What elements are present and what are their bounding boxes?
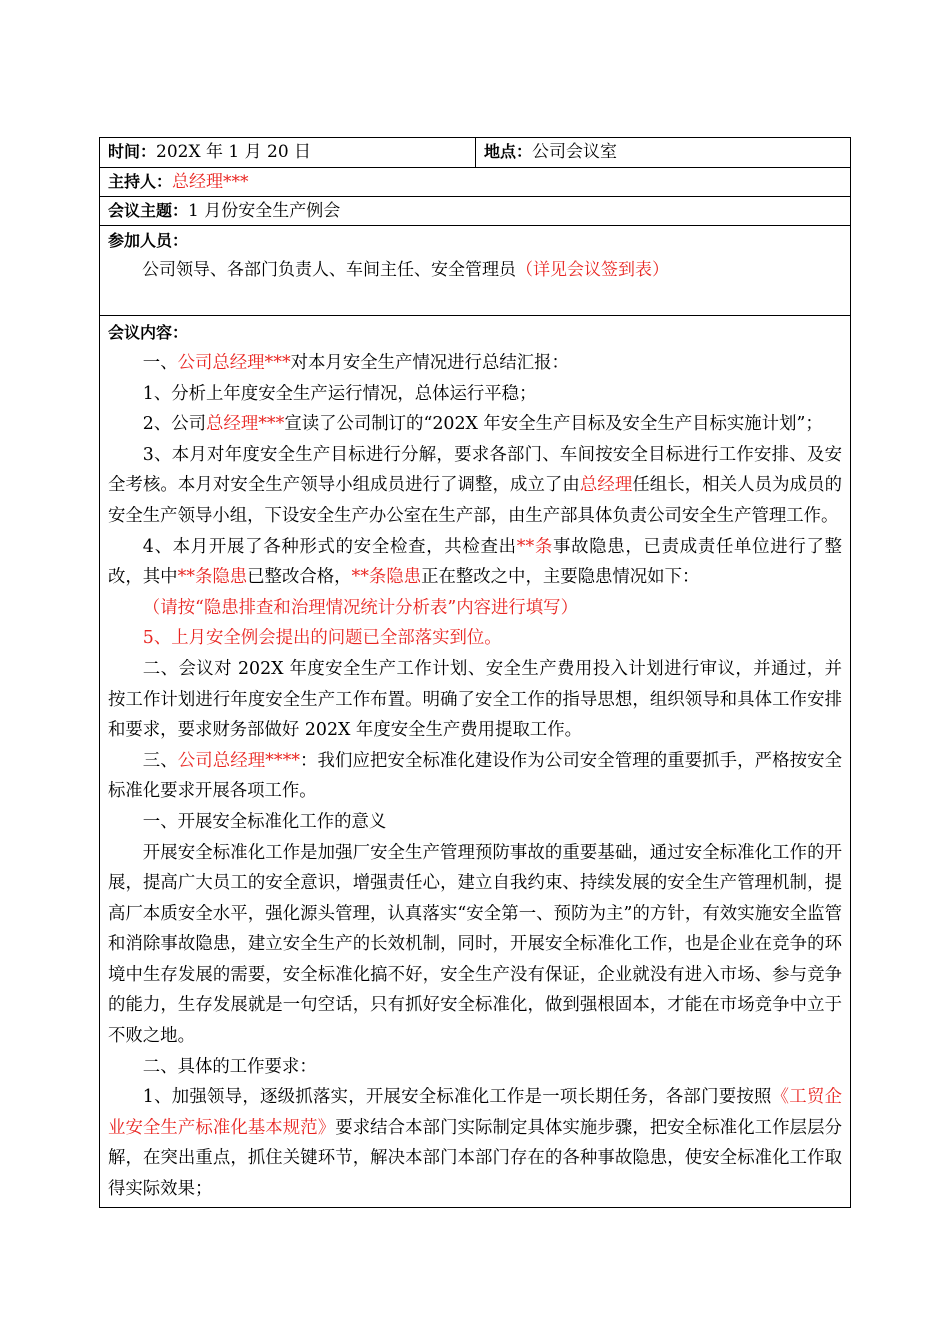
paragraph-6-instruction: （请按“隐患排查和治理情况统计分析表”内容进行填写） [142, 597, 578, 618]
host-row [100, 168, 850, 197]
paragraph-12-heading: 二、具体的工作要求： [142, 1056, 317, 1077]
attendees-note: （详见会议签到表） [516, 260, 669, 280]
p9-text-c: ：我们应把安全标准化建设作为公司安全管理的重要抓手，严格按安全标准化要求开展各项工作。 [108, 750, 842, 802]
attendees-text [108, 255, 842, 285]
location-label: 地点： [484, 142, 533, 161]
paragraph-8: 二、会议对 202X 年度安全生产工作计划、安全生产费用投入计划进行审议，并通过，并按工作计划进行年度安全生产工作布置。明确了安全工作的指导思想，组织领导和具体工作安排和要求，要求财务部做好 202X 年度安全生产费用提取工作。 [108, 658, 842, 741]
p4-highlight: 总经理 [579, 475, 633, 496]
p9-highlight: 公司总经理**** [177, 750, 300, 771]
paragraph-3 [108, 409, 842, 440]
p4-text-a: 3、本月对年度安全生产目标进行分解，要求各部门、车间按安全目标进行工作安排、及安全考核。本月对安全生产领导小组成员进行了调整，成立了由 [108, 444, 842, 496]
p5-text-a: 4、本月开展了各种形式的安全检查，共检查出 [142, 536, 517, 557]
time-cell [100, 138, 476, 167]
time-value: 202X 年 1 月 20 日 [156, 142, 312, 162]
paragraph-10-heading: 一、开展安全标准化工作的意义 [142, 811, 387, 832]
attendees-value: 公司领导、各部门负责人、车间主任、安全管理员 [142, 260, 516, 280]
topic-row [100, 197, 850, 226]
p3-text-c: 宣读了公司制订的“202X 年安全生产目标及安全生产目标实施计划”； [284, 414, 823, 435]
location-cell [476, 138, 850, 167]
paragraph-7: 5、上月安全例会提出的问题已全部落实到位。 [142, 628, 502, 649]
topic-label: 会议主题： [108, 201, 189, 220]
attendees-row [100, 226, 850, 316]
paragraph-1 [108, 348, 842, 379]
paragraph-5 [108, 532, 842, 593]
paragraph-9 [108, 746, 842, 807]
location-value: 公司会议室 [532, 142, 618, 162]
paragraph-11: 开展安全标准化工作是加强厂安全生产管理预防事故的重要基础，通过安全标准化工作的开展，提高广大员工的安全意识，增强责任心，建立自我约束、持续发展的安全生产管理机制，提高厂本质安全水平，强化源头管理，认真落实“安全第一、预防为主”的方针，有效实施安全监管和消除事故隐患，建立安全生产的长效机制，同时，开展安全标准化工作，也是企业在竞争的环境中生存发展的需要，安全标准化搞不好，安全生产没有保证，企业就没有进入市场、参与竞争的能力，生存发展就是一句空话，只有抓好安全标准化，做到强根固本，才能在市场竞争中立于不败之地。 [108, 842, 842, 1047]
p13-highlight: 《工贸企业安全生产标准化基本规范》 [108, 1087, 842, 1138]
p1-highlight: 公司总经理*** [177, 353, 291, 373]
host-value: 总经理*** [172, 172, 249, 192]
attendees-label: 参加人员： [108, 231, 189, 250]
p5-text-c: 事故隐患，已责成责任单位进行了整改，其中 [108, 536, 842, 588]
p5-highlight-f: **条隐患 [351, 567, 422, 588]
paragraph-4 [108, 440, 842, 532]
p1-text-c: 对本月安全生产情况进行总结汇报： [290, 353, 569, 373]
content-row [100, 316, 850, 1207]
time-location-row [100, 138, 850, 168]
p5-text-g: 正在整改之中，主要隐患情况如下： [421, 567, 700, 588]
p5-highlight-d: **条隐患 [177, 567, 248, 588]
p5-text-e: 已整改合格， [247, 567, 352, 588]
paragraph-2: 1、分析上年度安全生产运行情况，总体运行平稳； [142, 383, 537, 404]
meeting-record-table [99, 137, 851, 1208]
p3-highlight: 总经理*** [206, 414, 285, 435]
topic-value: 1 月份安全生产例会 [188, 201, 341, 221]
time-label: 时间： [108, 142, 157, 161]
p13-text-c: 要求结合本部门实际制定具体实施步骤，把安全标准化工作层层分解，在突出重点，抓住关键环节，解决本部门本部门存在的各种事故隐患，使安全标准化工作取得实际效果； [108, 1117, 842, 1200]
p9-text-a: 三、 [142, 750, 178, 771]
p5-highlight-b: **条 [516, 536, 553, 557]
p4-text-c: 任组长，相关人员为成员的安全生产领导小组，下设安全生产办公室在生产部，由生产部具体负责公司安全生产管理工作。 [108, 475, 842, 526]
p1-text-a: 一、 [142, 353, 178, 373]
content-label: 会议内容： [108, 323, 189, 342]
p3-text-a: 2、公司 [142, 414, 207, 435]
p13-text-a: 1、加强领导，逐级抓落实，开展安全标准化工作是一项长期任务，各部门要按照 [142, 1087, 772, 1108]
paragraph-13 [108, 1082, 842, 1204]
host-label: 主持人： [108, 172, 173, 191]
